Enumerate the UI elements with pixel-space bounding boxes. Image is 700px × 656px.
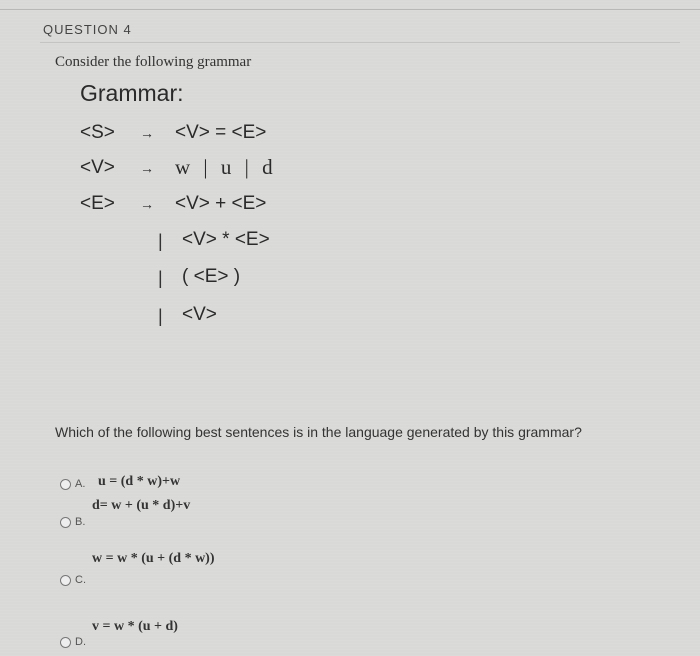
- rule-3-rhs: <V> + <E>: [175, 193, 267, 214]
- radio-icon[interactable]: [60, 637, 71, 648]
- option-d-letter: D.: [75, 636, 86, 648]
- question-divider: [40, 42, 680, 43]
- question-title: QUESTION 4: [43, 22, 132, 37]
- rule-2-lhs: <V>: [80, 157, 115, 178]
- rule-3-arrow: →: [140, 196, 154, 212]
- alt-3-bar: |: [158, 306, 163, 326]
- rule-2-rhs: w | u | d: [175, 155, 273, 179]
- rule-1-arrow: →: [140, 125, 154, 141]
- option-c-radio[interactable]: [60, 574, 86, 586]
- alt-1-rhs: <V> * <E>: [182, 229, 270, 250]
- alt-1-bar: |: [158, 231, 163, 251]
- option-b-text: d= w + (u * d)+v: [92, 498, 191, 513]
- rule-2-arrow: →: [140, 160, 154, 176]
- rule-1-lhs: <S>: [80, 122, 115, 143]
- grammar-title: Grammar:: [80, 80, 184, 106]
- top-divider: [0, 9, 700, 10]
- alt-3-rhs: <V>: [182, 304, 217, 325]
- option-a-text: u = (d * w)+w: [98, 474, 181, 489]
- radio-icon[interactable]: [60, 575, 71, 586]
- option-b-letter: B.: [75, 516, 86, 528]
- option-c-letter: C.: [75, 574, 86, 586]
- rule-3-lhs: <E>: [80, 193, 115, 214]
- radio-icon[interactable]: [60, 517, 71, 528]
- radio-icon[interactable]: [60, 479, 71, 490]
- option-d-text: v = w * (u + d): [92, 619, 178, 634]
- option-d-radio[interactable]: [60, 636, 86, 648]
- alt-2-rhs: ( <E> ): [182, 266, 241, 287]
- option-a-letter: A.: [75, 478, 86, 490]
- option-c-text: w = w * (u + (d * w)): [92, 551, 215, 566]
- option-b-radio[interactable]: [60, 516, 85, 528]
- question-intro: Consider the following grammar: [55, 54, 252, 70]
- rule-1-rhs: <V> = <E>: [175, 122, 267, 143]
- option-a-radio[interactable]: [60, 478, 85, 490]
- question-prompt: Which of the following best sentences is in the language generated by this grammar?: [55, 424, 582, 440]
- alt-2-bar: |: [158, 268, 163, 288]
